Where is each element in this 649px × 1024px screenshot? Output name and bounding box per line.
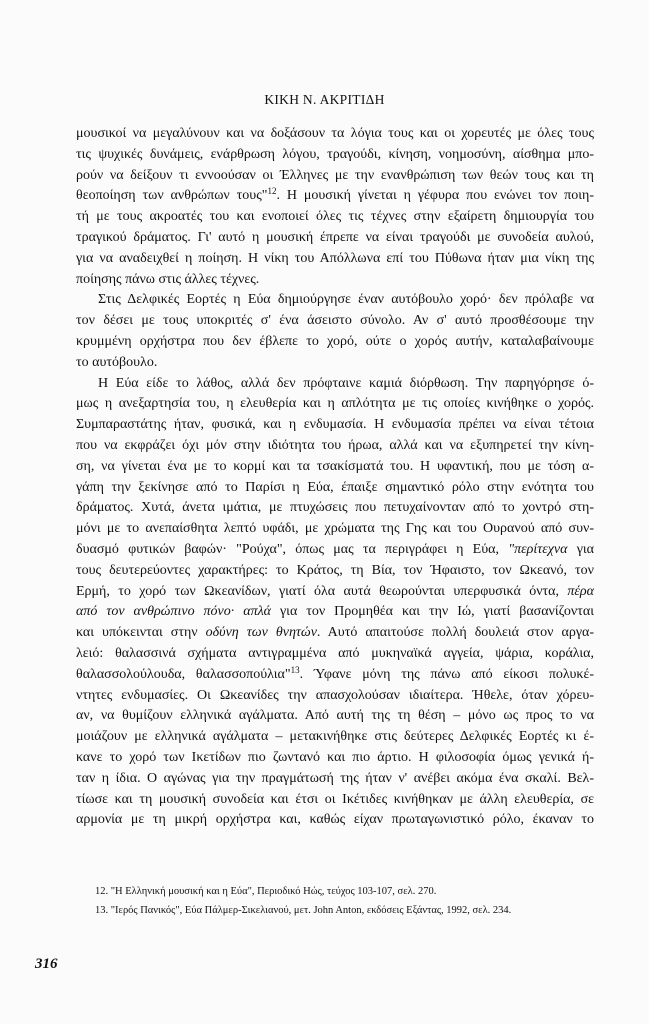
text-line xyxy=(76,686,594,707)
text-line xyxy=(76,311,594,332)
text-line xyxy=(76,810,594,831)
text-segment: που να εκφράζει όχι μόν στην ιδιότητα του ήρωα, αλλά και να εξυπηρετεί την κίνη- xyxy=(76,437,594,453)
text-segment: το αυτόβουλο. xyxy=(76,354,158,370)
text-segment: δράματος. Χυτά, άνετα ιμάτια, με πτυχώσεις που πετυχαίνονταν από το χοντρό στη- xyxy=(76,500,594,516)
text-line xyxy=(76,748,594,769)
text-segment: ταν η ίδια. Ο αγώνας για την πραγμάτωσή της ήταν ν' ανέβει ακόμα ένα σκαλί. Βελ- xyxy=(76,770,594,786)
page-number: 316 xyxy=(35,956,58,972)
text-line xyxy=(76,665,594,686)
body-text xyxy=(76,124,594,831)
text-segment: οδύνη των θνητών xyxy=(205,625,317,641)
text-line xyxy=(76,207,594,228)
text-line xyxy=(76,290,594,311)
text-segment: θαλασσολούλουδα, θαλασσοπούλια" xyxy=(76,666,291,682)
text-line xyxy=(76,478,594,499)
text-line xyxy=(76,270,594,291)
text-line xyxy=(76,498,594,519)
text-line xyxy=(76,706,594,727)
footnote-13: 13. "Ιερός Πανικός", Εύα Πάλμερ-Σικελιανού, μετ. John Anton, εκδόσεις Εξάντας, 1992, σελ. 234. xyxy=(95,905,512,916)
text-line xyxy=(76,374,594,395)
text-line xyxy=(76,644,594,665)
text-segment: για τον Προμηθέα και την Ιώ, γιατί βασανίζονται xyxy=(271,604,594,620)
text-segment: κρυμμένη ορχήστρα που δεν έβλεπε το χορό, ούτε ο χορός αυτήν, καταλαβαίνουμε xyxy=(76,333,594,349)
text-line xyxy=(76,519,594,540)
text-segment: μως η ανεξαρτησία του, η ελευθερία και η απλότητα με τις οποίες κινήθηκε ο χορός. xyxy=(76,396,594,412)
text-segment: μουσικοί να μεγαλύνουν και να δοξάσουν τα λόγια τους και οι χορευτές με όλες τους xyxy=(76,126,594,141)
text-segment: δυασμό φυτικών βαφών· "Ρούχα", όπως μας τα περιγράφει η Εύα, xyxy=(76,541,509,557)
text-line xyxy=(76,332,594,353)
text-segment: τίωσε και τη μουσική συνοδεία και έτσι οι Ικέτιδες κινήθηκαν με άλλη ελευθερία, σε xyxy=(76,791,594,807)
text-line xyxy=(76,415,594,436)
footnotes xyxy=(95,882,605,920)
text-line xyxy=(76,249,594,270)
text-line xyxy=(76,394,594,415)
text-segment: τις ψυχικές δυνάμεις, ενάρθρωση λόγου, τραγούδι, κίνηση, νοημοσύνη, αίσθημα μπο- xyxy=(76,146,594,162)
text-line xyxy=(76,457,594,478)
footnote-ref: 12 xyxy=(267,186,277,197)
text-line xyxy=(76,623,594,644)
text-segment: . Αυτό απαιτούσε πολλή δουλειά στον αργα- xyxy=(316,625,595,641)
text-segment: ποίησης πάνω στις άλλες τέχνες. xyxy=(76,271,260,287)
text-line xyxy=(76,540,594,561)
text-segment: . Ύφανε μόνη της πάνω από είκοσι πολυκέ- xyxy=(299,666,594,682)
text-segment: τους δευτερεύοντες χαρακτήρες: το Κράτος, τη Βία, τον Ήφαιστο, τον Ωκεανό, τον xyxy=(76,562,594,578)
text-segment: Συμπαραστάτης ήταν, φυσικά, και η ενδυμασία. Η ενδυμασία πρέπει να είναι τέτοια xyxy=(76,417,594,433)
text-segment: τή με τους ακροατές του και ενοποιεί όλες τις τέχνες στην εξαίρετη δημιουργία του xyxy=(76,209,594,225)
footnote-12: 12. "Η Ελληνική μουσική και η Εύα", Περιοδικό Ηώς, τεύχος 103-107, σελ. 270. xyxy=(95,886,437,897)
text-segment: γάπη την ξεκίνησε από το Παρίσι η Εύα, έπαιξε σημαντικό ρόλο στην ενότητα του xyxy=(76,479,594,495)
text-segment: ρούν να δείξουν τι εννοούσαν οι Έλληνες με την ενανθρώπιση των θεών τους και τη xyxy=(76,167,594,183)
text-segment: Ερμή, το χορό των Ωκεανίδων, γιατί όλα αυτά θεωρούνται υπερφυσικά όντα, xyxy=(76,583,568,599)
text-line xyxy=(76,353,594,374)
text-segment: λειό: θαλασσινά σχήματα αντιγραμμένα από μυκηναϊκά αγγεία, ψάρια, κοράλια, xyxy=(76,645,594,661)
text-segment: κανε το χορό των Ικετίδων πιο ζωντανό και πιο άρτιο. Η φιλοσοφία όμως γενικά ή- xyxy=(76,749,594,765)
footnote-ref: 13 xyxy=(290,664,300,675)
text-line xyxy=(76,186,594,207)
text-segment: πέρα xyxy=(567,583,594,599)
text-line xyxy=(76,228,594,249)
text-segment: . Η μουσική γίνεται η γέφυρα που ενώνει τον ποιη- xyxy=(276,188,594,204)
text-line xyxy=(76,790,594,811)
text-line xyxy=(76,436,594,457)
text-segment: από τον ανθρώπινο πόνο· απλά xyxy=(76,604,272,620)
text-segment: Η Εύα είδε το λάθος, αλλά δεν πρόφταινε καμιά διόρθωση. Την παρηγόρησε ό- xyxy=(98,375,594,391)
text-segment: τραγικού δράματος. Γι' αυτό η μουσική έπρεπε να είναι τραγούδι με συνοδεία αυλού, xyxy=(76,229,594,245)
text-line xyxy=(76,145,594,166)
text-segment: "περίτεχνα xyxy=(508,541,568,557)
text-line xyxy=(76,582,594,603)
text-segment: Στις Δελφικές Εορτές η Εύα δημιούργησε έναν αυτόβουλο χορό· δεν πρόλαβε να xyxy=(98,292,594,308)
text-segment: τον δέσει με τους υποκριτές σ' ένα άσειστο σύνολο. Αν σ' αυτό προσθέσουμε την xyxy=(76,313,594,329)
text-segment: μόνι με το ανεπαίσθητα λεπτό υφάδι, με χρώματα της Γης και του Ουρανού από συν- xyxy=(76,521,594,537)
text-segment: θεοποίηση των ανθρώπων τους" xyxy=(76,188,268,204)
text-line xyxy=(76,561,594,582)
text-line xyxy=(76,602,594,623)
text-line xyxy=(76,769,594,790)
text-segment: ση, να γίνεται ένα με το κορμί και τα τσακίσματά του. Η υφαντική, που με τόση α- xyxy=(76,458,594,474)
text-segment: ντητες ενδυμασίες. Οι Ωκεανίδες την απασχολούσαν ιδιαίτερα. Ήθελε, όταν χόρευ- xyxy=(76,687,594,703)
text-segment: και υπόκεινται στην xyxy=(76,625,206,641)
text-segment: αρμονία με τη μικρή ορχήστρα και, καθώς είχαν πρωταγωνιστικό ρόλο, έκαναν το xyxy=(76,812,594,828)
text-line xyxy=(76,166,594,187)
running-header: ΚΙΚΗ Ν. ΑΚΡΙΤΙΔΗ xyxy=(264,92,385,107)
text-segment: για να αναδειχθεί η ποίηση. Η νίκη του Απόλλωνα επί του Πύθωνα ήταν μια νίκη της xyxy=(76,250,594,266)
text-line xyxy=(76,727,594,748)
text-segment: για xyxy=(567,541,594,557)
text-segment: αν, να θυμίζουν ελληνικά αγάλματα. Από αυτή της τη θέση – μόνο ως προς το να xyxy=(76,708,594,724)
text-line xyxy=(76,124,594,145)
text-segment: μοιάζουν με ελληνικά αγάλματα – μετακινήθηκε στις δεύτερες Δελφικές Εορτές κι έ- xyxy=(76,729,594,745)
